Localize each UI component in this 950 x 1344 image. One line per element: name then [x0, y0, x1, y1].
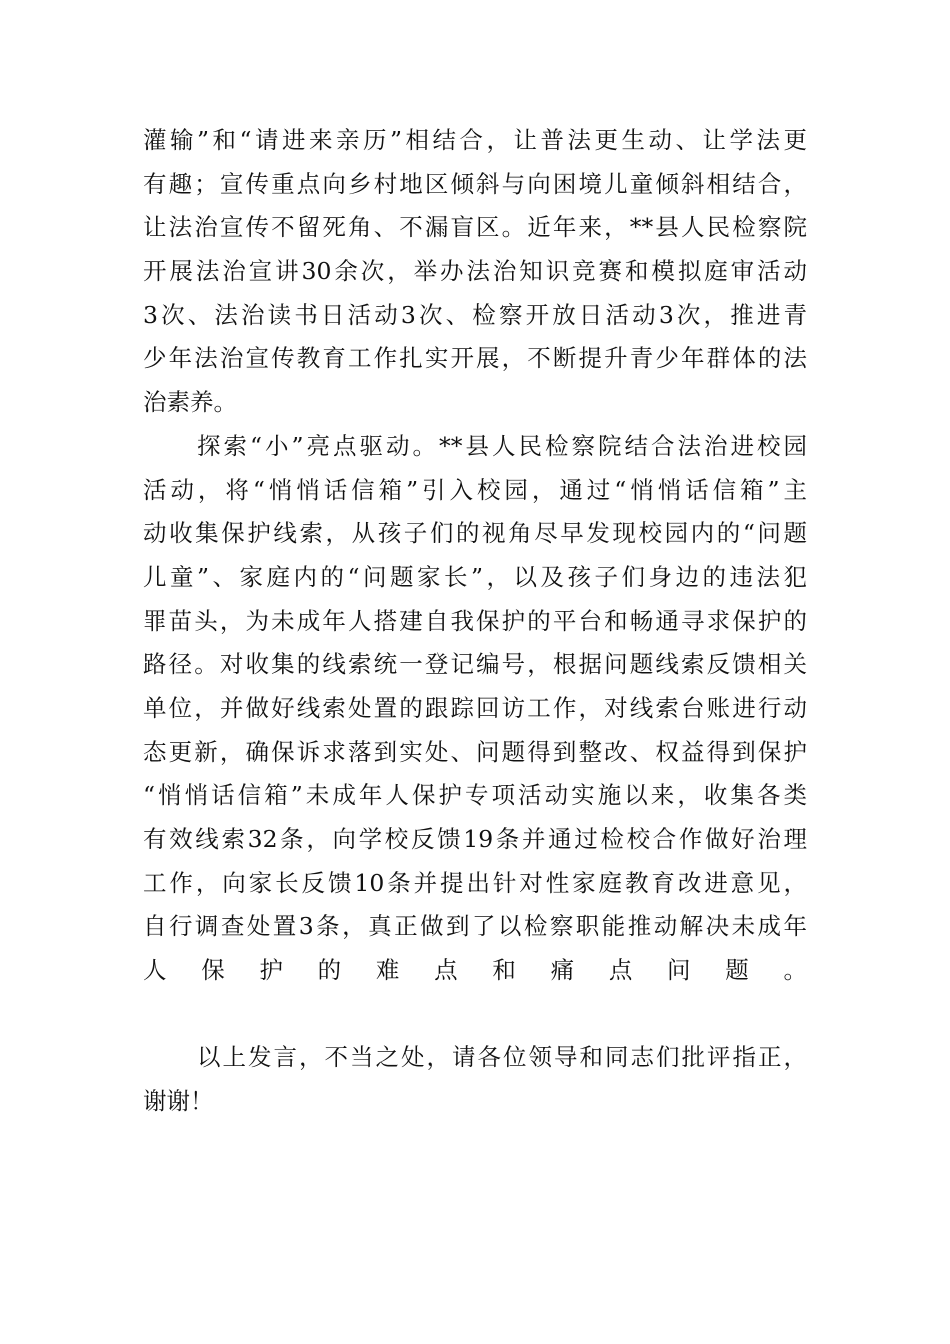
- text-line: [143, 993, 807, 1037]
- text-line: 人保护的难点和痛点问题。: [143, 956, 807, 985]
- paragraph-3: [143, 1036, 807, 1123]
- text-line: 谢谢！: [143, 1087, 214, 1116]
- text-line: 罪苗头，为未成年人搭建自我保护的平台和畅通寻求保护的: [143, 606, 807, 635]
- text-line: 少年法治宣传教育工作扎实开展，不断提升青少年群体的法: [143, 344, 807, 373]
- text-line: 让法治宣传不留死角、不漏盲区。近年来，**县人民检察院: [143, 213, 807, 242]
- text-line: 工作，向家长反馈10条并提出针对性家庭教育改进意见，: [143, 868, 807, 897]
- text-line: 治素养。: [143, 388, 237, 417]
- text-line: 开展法治宣讲30余次，举办法治知识竞赛和模拟庭审活动: [143, 257, 807, 286]
- text-line: 有效线索32条，向学校反馈19条并通过检校合作做好治理: [143, 825, 807, 853]
- text-line: 活动，将“悄悄话信箱”引入校园，通过“悄悄话信箱”主: [143, 475, 807, 504]
- paragraph-2: [143, 425, 807, 1037]
- text-line: 单位，并做好线索处置的跟踪回访工作，对线索台账进行动: [143, 693, 807, 722]
- text-line: 路径。对收集的线索统一登记编号，根据问题线索反馈相关: [143, 650, 807, 679]
- text-line: 3次、法治读书日活动3次、检察开放日活动3次，推进青: [143, 300, 807, 329]
- text-line: 儿童”、家庭内的“问题家长”，以及孩子们身边的违法犯: [143, 562, 807, 591]
- text-line: 动收集保护线索，从孩子们的视角尽早发现校园内的“问题: [143, 519, 807, 548]
- text-line: “悄悄话信箱”未成年人保护专项活动实施以来，收集各类: [143, 781, 807, 810]
- text-line: 探索“小”亮点驱动。**县人民检察院结合法治进校园: [197, 431, 807, 460]
- text-line: 自行调查处置3条，真正做到了以检察职能推动解决未成年: [143, 912, 807, 941]
- text-line: 灌输”和“请进来亲历”相结合，让普法更生动、让学法更: [143, 126, 807, 154]
- text-line: 态更新，确保诉求落到实处、问题得到整改、权益得到保护: [143, 737, 807, 766]
- text-line: 以上发言，不当之处，请各位领导和同志们批评指正，: [197, 1043, 807, 1072]
- paragraph-1: [143, 119, 807, 425]
- text-line: 有趣；宣传重点向乡村地区倾斜与向困境儿童倾斜相结合，: [143, 169, 807, 198]
- document-body: [143, 119, 807, 1124]
